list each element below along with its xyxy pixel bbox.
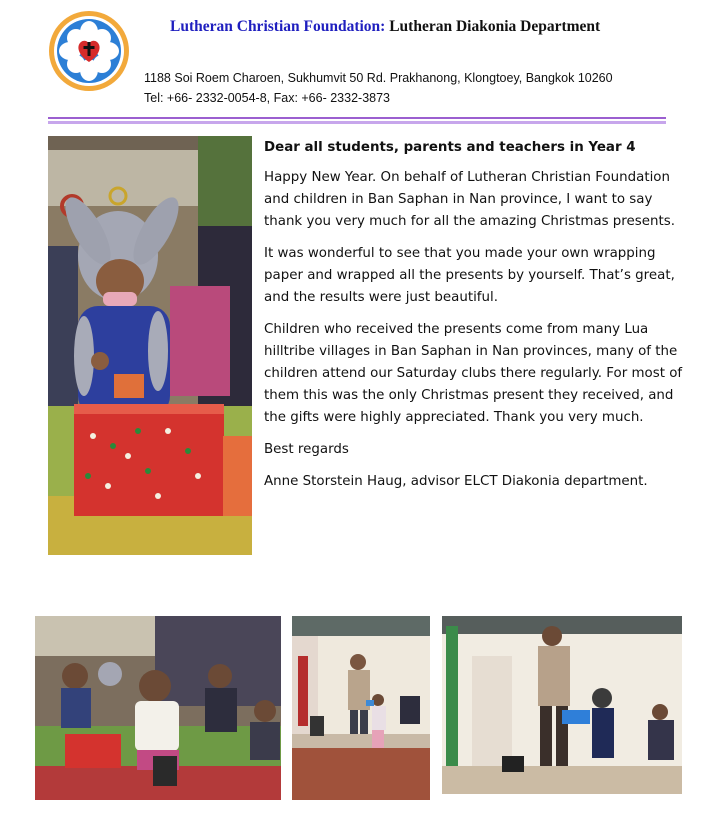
address-block [144,68,704,108]
organization-name: Lutheran Christian Foundation: [170,18,386,35]
letter-paragraph-1: Happy New Year. On behalf of Lutheran Christian Foundation and children in Ban Saphan in Nan province, I want to say thank you very much for all the amazing Christmas presents. [264,170,675,229]
address-line: 1188 Soi Roem Charoen, Sukhumvit 50 Rd. Prakhanong, Klongtoey, Bangkok 10260 [144,71,613,85]
department-name: Lutheran Diakonia Department [385,18,601,35]
photo-gift-handover-1 [292,616,430,800]
photo-gift-handover-2 [442,616,682,794]
letter-closing: Best regards [264,442,349,457]
foundation-logo [48,10,130,92]
photo-children-group [35,616,281,800]
letter-paragraph-2: It was wonderful to see that you made your own wrapping paper and wrapped all the presents by yourself. That’s great, and the results were just beautiful. [264,246,675,305]
header-divider [48,117,666,125]
letter-paragraph-3: Children who received the presents come from many Lua hilltribe villages in Ban Saphan in Nan provinces, many of the children attend our Saturday clubs there regularly. For most of them this was the only Christmas present they received, and the gifts were highly appreciated. Thank you very much. [264,322,683,425]
letter-greeting: Dear all students, parents and teachers in Year 4 [264,140,636,155]
main-photo-child-with-gift [48,136,252,555]
contact-line: Tel: +66- 2332-0054-8, Fax: +66- 2332-3873 [144,91,391,105]
letter-signature: Anne Storstein Haug, advisor ELCT Diakonia department. [264,474,648,489]
letter-body [264,137,684,503]
organization-title [170,18,690,36]
